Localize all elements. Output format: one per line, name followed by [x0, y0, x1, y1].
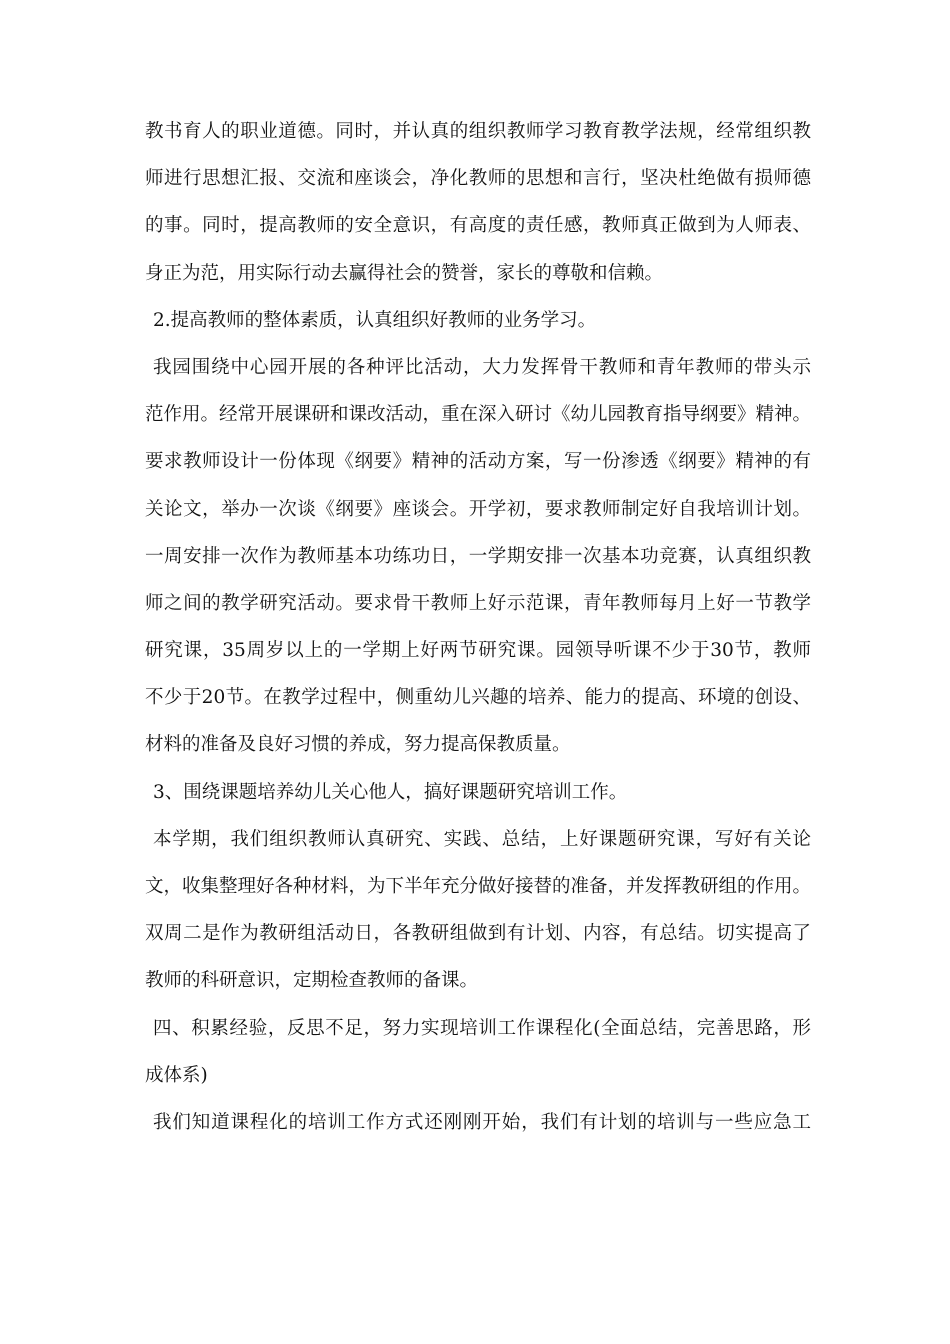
document-body: [145, 108, 811, 1146]
section-heading: 四、积累经验，反思不足，努力实现培训工作课程化(全面总结，完善思路，形: [153, 1017, 811, 1039]
text-line: 双周二是作为教研组活动日，各教研组做到有计划、内容，有总结。切实提高了: [145, 923, 811, 945]
text-line: 师进行思想汇报、交流和座谈会，净化教师的思想和言行，坚决杜绝做有损师德: [145, 168, 811, 190]
text-line: 范作用。经常开展课研和课改活动，重在深入研讨《幼儿园教育指导纲要》精神。: [145, 404, 811, 426]
text-line: 身正为范，用实际行动去赢得社会的赞誉，家长的尊敬和信赖。: [145, 262, 664, 284]
text-line: 我们知道课程化的培训工作方式还刚刚开始，我们有计划的培训与一些应急工: [153, 1111, 811, 1133]
text-line: 要求教师设计一份体现《纲要》精神的活动方案，写一份渗透《纲要》精神的有: [145, 451, 811, 473]
text-line: 材料的准备及良好习惯的养成，努力提高保教质量。: [145, 734, 571, 756]
text-line: 师之间的教学研究活动。要求骨干教师上好示范课，青年教师每月上好一节教学: [145, 592, 811, 614]
text-line: 一周安排一次作为教师基本功练功日，一学期安排一次基本功竞赛，认真组织教: [145, 545, 811, 567]
text-line: 研究课，35周岁以上的一学期上好两节研究课。园领导听课不少于30节，教师: [145, 640, 811, 662]
text-line: 教师的科研意识，定期检查教师的备课。: [145, 970, 479, 992]
section-heading: 3、围绕课题培养幼儿关心他人，搞好课题研究培训工作。: [153, 781, 628, 803]
text-line: 的事。同时，提高教师的安全意识，有高度的责任感，教师真正做到为人师表、: [145, 215, 811, 237]
section-heading: 2.提高教师的整体素质，认真组织好教师的业务学习。: [153, 309, 597, 331]
text-line: 我园围绕中心园开展的各种评比活动，大力发挥骨干教师和青年教师的带头示: [153, 356, 811, 378]
text-line: 文，收集整理好各种材料，为下半年充分做好接替的准备，并发挥教研组的作用。: [145, 876, 811, 897]
text-line: 关论文，举办一次谈《纲要》座谈会。开学初，要求教师制定好自我培训计划。: [145, 498, 811, 520]
text-line: 不少于20节。在教学过程中，侧重幼儿兴趣的培养、能力的提高、环境的创设、: [145, 687, 811, 709]
text-line: 教书育人的职业道德。同时，并认真的组织教师学习教育教学法规，经常组织教: [145, 121, 811, 142]
text-line: 本学期，我们组织教师认真研究、实践、总结，上好课题研究课，写好有关论: [153, 828, 811, 850]
text-line: 成体系): [145, 1064, 208, 1086]
